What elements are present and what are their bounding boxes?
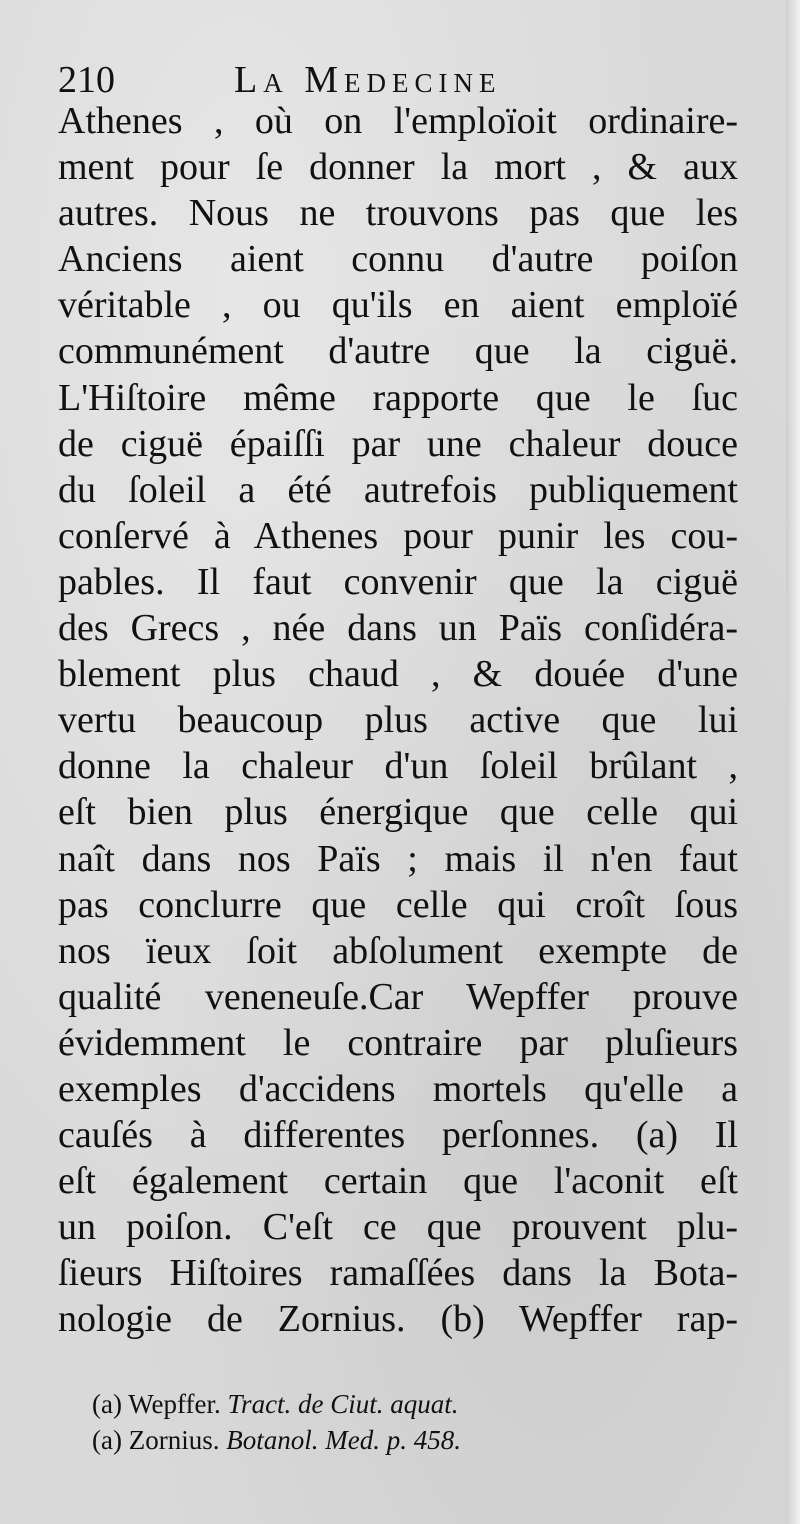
footnotes	[92, 1386, 692, 1458]
running-head: La Medecine	[234, 59, 502, 101]
text-line: nos ïeux ſoit abſolument exempte de	[58, 929, 738, 972]
text-line: des Grecs , née dans un Païs conſidéra-	[58, 607, 738, 650]
page-edge	[786, 0, 800, 1524]
footnote-author: Wepffer.	[128, 1389, 221, 1419]
text-line: Athenes , où on l'emploïoit ordinaire-	[58, 100, 738, 142]
body-text	[58, 98, 738, 1343]
text-line: qualité veneneuſe.Car Wepffer prouve	[58, 975, 738, 1018]
text-line: blement plus chaud , & douée d'une	[58, 653, 738, 696]
text-line: exemples d'accidens mortels qu'elle a	[58, 1067, 738, 1110]
text-line: Anciens aient connu d'autre poiſon	[58, 238, 738, 281]
text-line: conſervé à Athenes pour punir les cou-	[58, 514, 738, 557]
text-line: cauſés à differentes perſonnes. (a) Il	[58, 1114, 738, 1157]
text-line: ment pour ſe donner la mort , & aux	[58, 146, 738, 189]
text-line: ſieurs Hiſtoires ramaſſées dans la Bota-	[58, 1252, 738, 1295]
footnote-marker: (a)	[92, 1389, 122, 1419]
footnote-marker: (a)	[92, 1425, 122, 1455]
text-line: pas conclurre que celle qui croît ſous	[58, 883, 738, 926]
text-line: de ciguë épaiſſi par une chaleur douce	[58, 422, 738, 465]
text-line: autres. Nous ne trouvons pas que les	[58, 192, 738, 235]
text-line: communément d'autre que la ciguë.	[58, 330, 738, 373]
page-number: 210	[58, 59, 115, 101]
text-line: donne la chaleur d'un ſoleil brûlant ,	[58, 745, 738, 788]
page-header	[58, 58, 758, 102]
text-line: naît dans nos Païs ; mais il n'en faut	[58, 837, 738, 880]
footnote-work: Tract. de Ciut. aquat.	[227, 1389, 459, 1419]
text-line: L'Hiſtoire même rapporte que le ſuc	[58, 376, 738, 419]
footnote-work: Botanol. Med. p. 458.	[226, 1425, 461, 1455]
text-line: évidemment le contraire par pluſieurs	[58, 1021, 738, 1064]
text-line: vertu beaucoup plus active que lui	[58, 699, 738, 742]
text-line: nologie de Zornius. (b) Wepffer rap-	[58, 1298, 738, 1341]
text-line: pables. Il faut convenir que la ciguë	[58, 560, 738, 603]
footnote	[92, 1386, 692, 1422]
text-line: eſt également certain que l'aconit eſt	[58, 1160, 738, 1203]
text-line: un poiſon. C'eſt ce que prouvent plu-	[58, 1206, 738, 1249]
footnote-author: Zornius.	[128, 1425, 220, 1455]
footnote	[92, 1422, 692, 1458]
text-line: du ſoleil a été autrefois publiquement	[58, 468, 738, 511]
text-line: eſt bien plus énergique que celle qui	[58, 791, 738, 834]
text-line: véritable , ou qu'ils en aient emploïé	[58, 284, 738, 327]
